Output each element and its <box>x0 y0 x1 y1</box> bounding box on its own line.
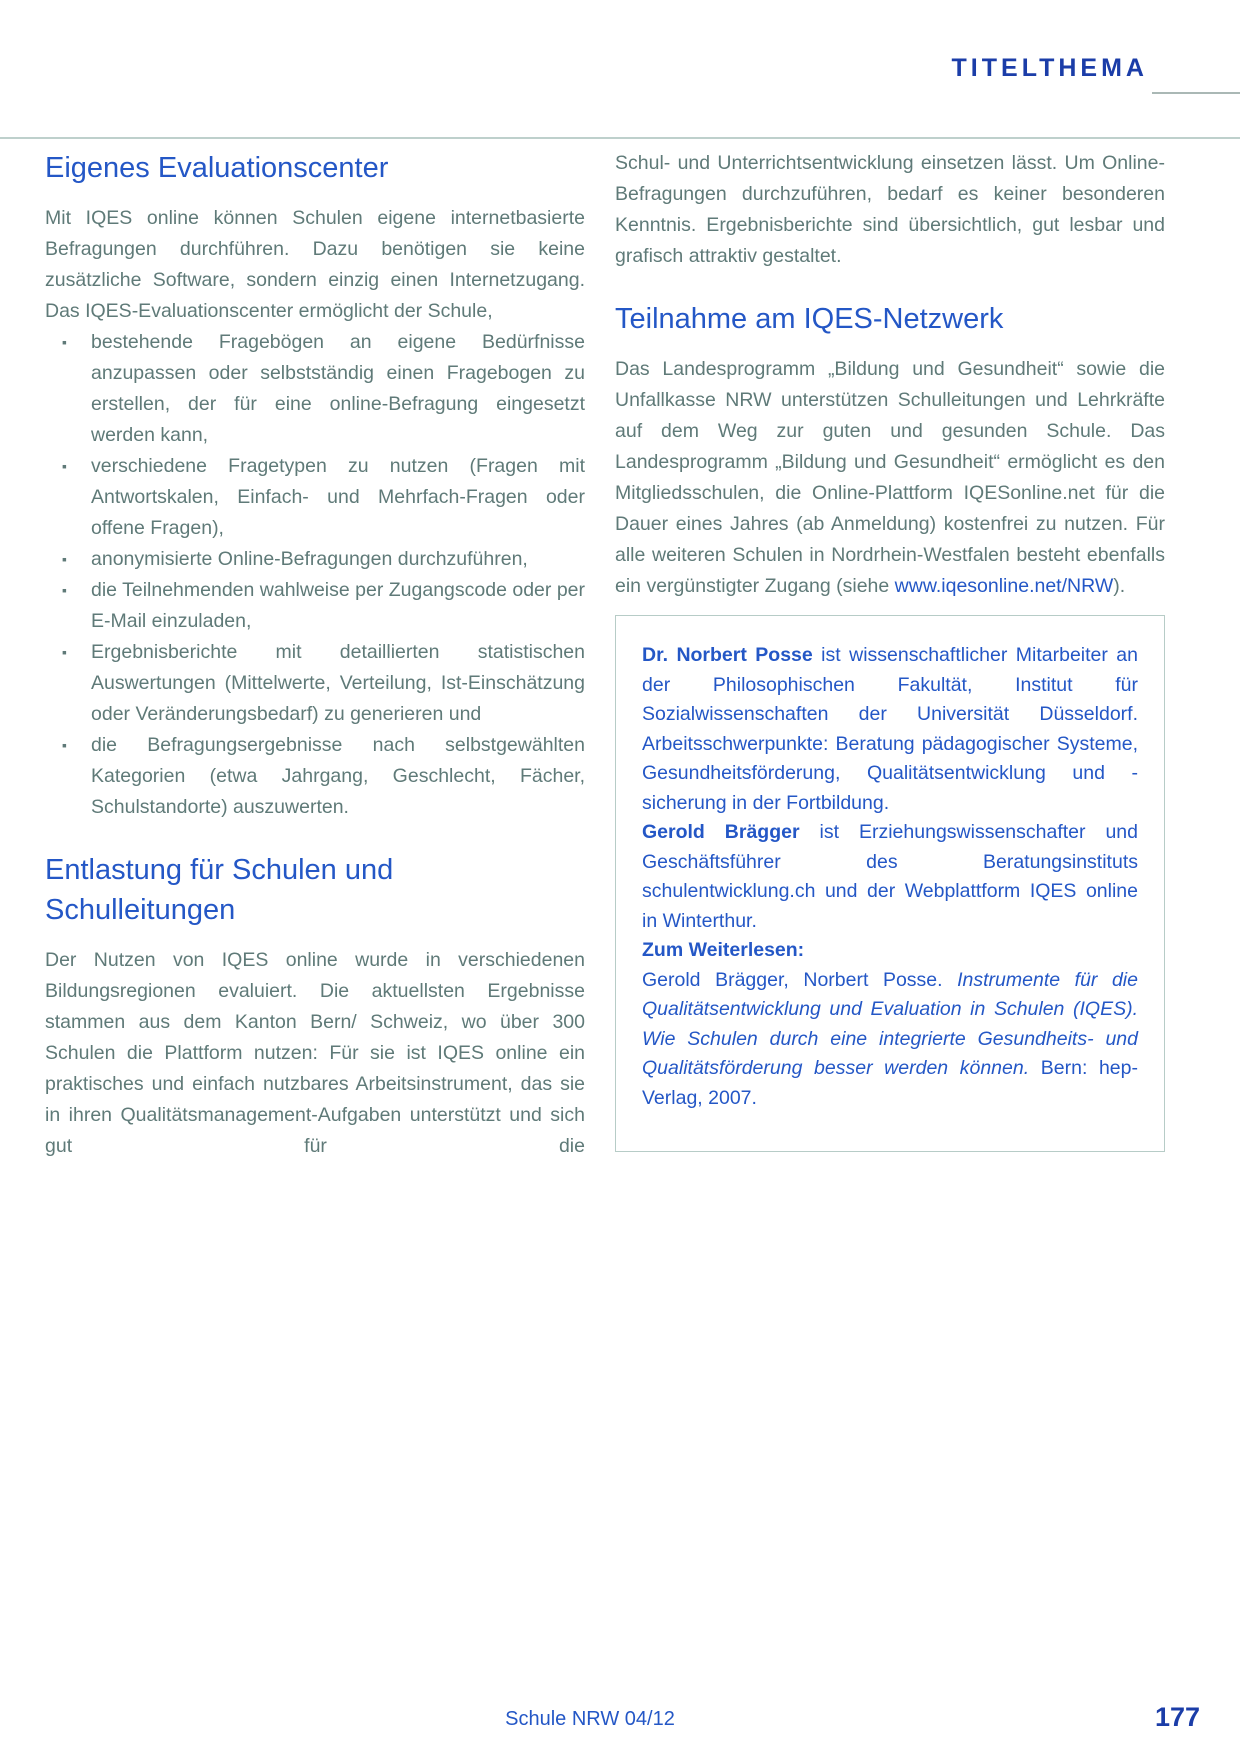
author2-name: Gerold Brägger <box>642 821 800 843</box>
list-item <box>45 575 585 637</box>
feature-bullet-list <box>45 327 585 823</box>
readmore-label: Zum Weiterlesen: <box>642 939 805 961</box>
square-bullet-icon: ▪ <box>62 737 67 753</box>
reference-publisher: Bern: hep-Verlag, 2007. <box>642 1057 1138 1109</box>
kicker-underline-rule <box>1152 92 1240 94</box>
reference-paragraph <box>642 966 1138 1114</box>
reference-title: Instrumente für die Qualitätsentwicklung und Evaluation in Schulen (IQES). Wie Schulen durch eine integrierte Gesundheits- und Qualitätsförderung besser werden können. <box>642 968 1138 1079</box>
section-kicker: TITELTHEMA <box>951 54 1148 82</box>
list-item <box>45 451 585 544</box>
list-item-text: verschiedene Fragetypen zu nutzen (Fragen mit Antwortskalen, Einfach- und Mehrfach-Fragen oder offene Fragen), <box>91 455 585 539</box>
intro-paragraph: Mit IQES online können Schulen eigene internetbasierte Befragungen durchführen. Dazu benötigen sie keine zusätzliche Software, sondern einzig einen Internetzugang. Das IQES-Evaluationscenter ermöglicht der Schule, <box>45 207 585 322</box>
list-item-text: Ergebnisberichte mit detaillierten statistischen Auswertungen (Mittelwerte, Verteilung, Ist-Einschätzung oder Veränderungsbedarf) zu generieren und <box>91 641 585 725</box>
list-item <box>45 730 585 823</box>
square-bullet-icon: ▪ <box>62 458 67 474</box>
list-item <box>45 637 585 730</box>
square-bullet-icon: ▪ <box>62 334 67 350</box>
two-column-layout <box>45 148 1165 1162</box>
left-column <box>45 148 585 1162</box>
footer-journal-title: Schule NRW 04/12 <box>505 1708 675 1730</box>
list-item <box>45 544 585 575</box>
section-title-entlastung: Entlastung für Schulen und Schulleitungen <box>45 854 394 926</box>
paragraph-text: Das Landesprogramm „Bildung und Gesundheit“ sowie die Unfallkasse NRW unterstützen Schulleitungen und Lehrkräfte auf dem Weg zur guten und gesunden Schule. Das Landesprogramm „Bildung und Gesundheit“ ermöglicht es den Mitgliedsschulen, die Online-Plattform IQESonline.net für die Dauer eines Jahres (ab Anmeldung) kostenfrei zu nutzen. Für alle weiteren Schulen in Nordrhein-Westfalen besteht ebenfalls ein vergünstigter Zugang (siehe <box>615 358 1165 597</box>
square-bullet-icon: ▪ <box>62 551 67 567</box>
header-divider-rule <box>0 137 1240 139</box>
list-item <box>45 327 585 451</box>
square-bullet-icon: ▪ <box>62 644 67 660</box>
reference-authors: Gerold Brägger, Norbert Posse. <box>642 968 958 991</box>
entlastung-paragraph: Der Nutzen von IQES online wurde in verschiedenen Bildungsregionen evaluiert. Die aktuellsten Ergebnisse stammen aus dem Kanton Bern/ Schweiz, wo über 300 Schulen die Plattform nutzen: Für sie ist IQES online ein praktisches und einfach nutzbares Arbeitsinstrument, das sie in ihren Qualitätsmanagement-Aufgaben unterstützt und sich gut für die <box>45 949 585 1157</box>
right-column <box>615 148 1165 1162</box>
author-info-box <box>615 615 1165 1152</box>
list-item-text: die Teilnehmenden wahlweise per Zugangscode oder per E-Mail einzuladen, <box>91 579 585 632</box>
list-item-text: bestehende Fragebögen an eigene Bedürfnisse anzupassen oder selbstständig einen Fragebogen zu erstellen, der für eine online-Befragung eingesetzt werden kann, <box>91 331 585 446</box>
author1-paragraph <box>642 641 1138 818</box>
paragraph-text: ). <box>1113 575 1126 597</box>
author2-paragraph <box>642 818 1138 936</box>
author2-bio: ist Erziehungswissenschafter und Geschäftsführer des Beratungsinstituts schulentwicklung.ch und der Webplattform IQES online in Winterthur. <box>642 821 1138 932</box>
section-title-teilnahme: Teilnahme am IQES-Netzwerk <box>615 303 1004 335</box>
list-item-text: anonymisierte Online-Befragungen durchzuführen, <box>91 548 528 570</box>
square-bullet-icon: ▪ <box>62 582 67 598</box>
teilnahme-paragraph <box>615 354 1165 602</box>
author1-bio: ist wissenschaftlicher Mitarbeiter an der Philosophischen Fakultät, Institut für Sozialwissenschaften der Universität Düsseldorf. Arbeitsschwerpunkte: Beratung pädagogischer Systeme, Gesundheitsförderung, Qualitätsentwicklung und -sicherung in der Fortbildung. <box>642 644 1138 814</box>
author1-name: Dr. Norbert Posse <box>642 644 813 666</box>
continuation-paragraph: Schul- und Unterrichtsentwicklung einsetzen lässt. Um Online-Befragungen durchzuführen, bedarf es keiner besonderen Kenntnis. Ergebnisberichte sind übersichtlich, gut lesbar und grafisch attraktiv gestaltet. <box>615 152 1165 267</box>
list-item-text: die Befragungsergebnisse nach selbstgewählten Kategorien (etwa Jahrgang, Geschlecht, Fächer, Schulstandorte) auszuwerten. <box>91 734 585 818</box>
footer-page-number: 177 <box>1154 1702 1200 1732</box>
section-title-eigenes-evaluationscenter: Eigenes Evaluationscenter <box>45 152 389 184</box>
iqesonline-nrw-link[interactable]: www.iqesonline.net/NRW <box>894 575 1114 597</box>
